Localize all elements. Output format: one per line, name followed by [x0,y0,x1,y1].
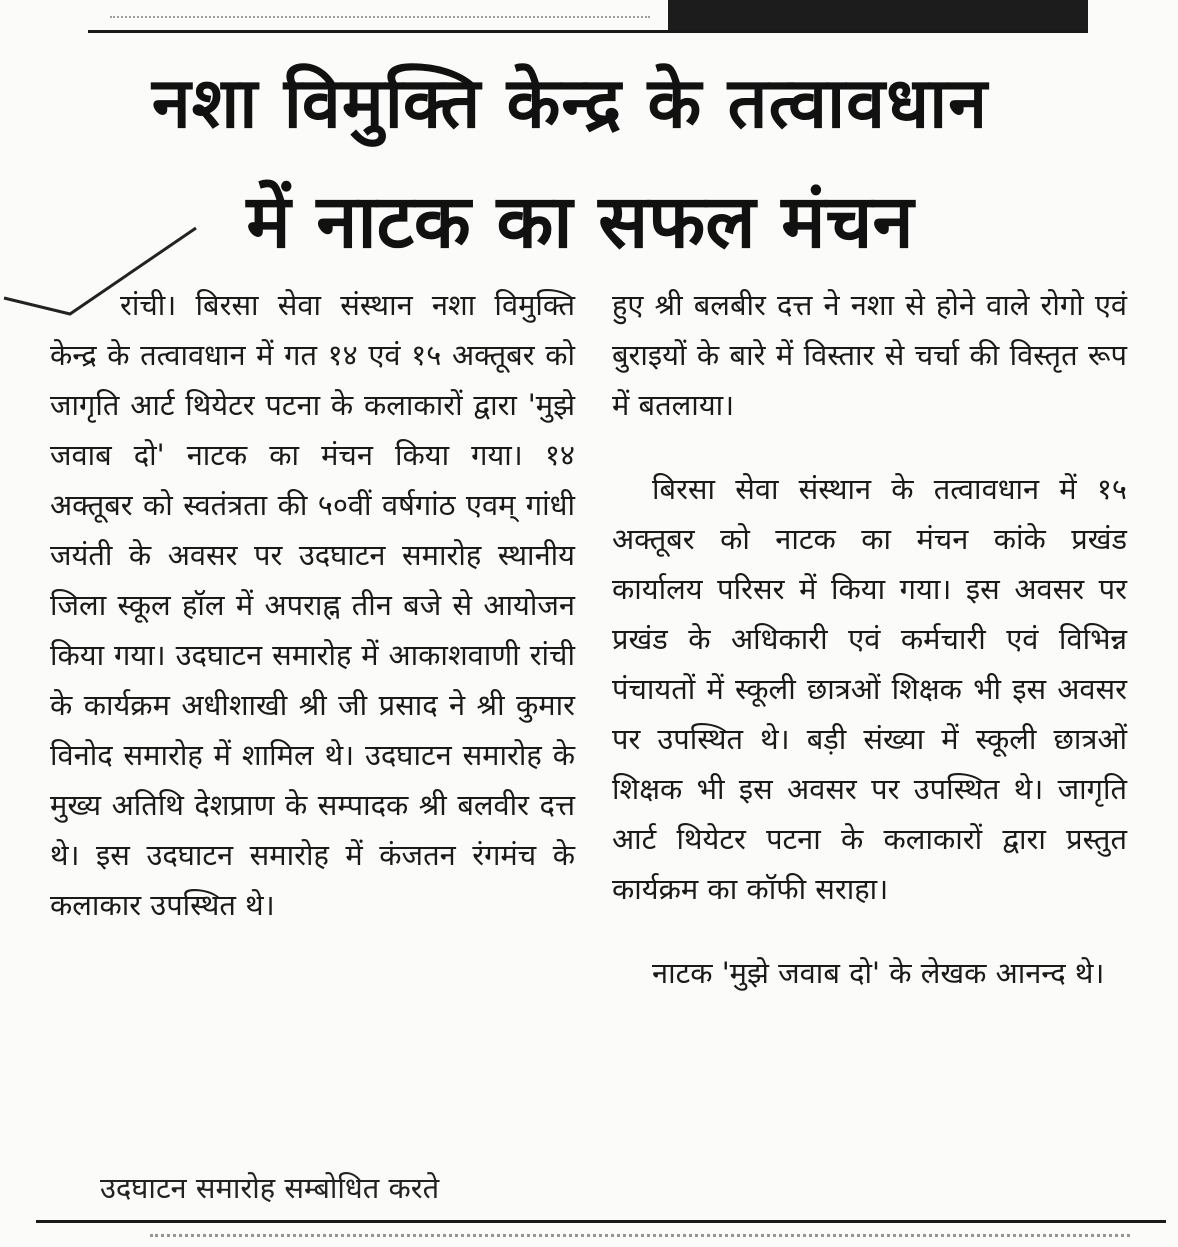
article-right-paragraph-3: नाटक 'मुझे जवाब दो' के लेखक आनन्द थे। [652,956,1105,990]
cropped-text-fragment [110,2,650,18]
top-rule [88,30,1088,33]
headline-line-2: में नाटक का सफल मंचन [246,179,914,265]
article-right-column [612,280,1127,998]
headline-line-1: नशा विमुक्ति केन्द्र के तत्वावधान [151,62,989,144]
article-right-paragraph-1: हुए श्री बलबीर दत्त ने नशा से होने वाले रोगो एवं बुराइयों के बारे में विस्तार से चर्चा की विस्तृत रूप में बतलाया। [612,288,1127,422]
cropped-dark-block [668,0,1088,30]
cropped-text-fragment-bottom [150,1234,1130,1247]
bottom-rule [36,1220,1166,1223]
article-left-column: रांची। बिरसा सेवा संस्थान नशा विमुक्ति केन्द्र के तत्वावधान में गत १४ एवं १५ अक्तूबर को जागृति आर्ट थियेटर पटना के कलाकारों द्वारा 'मुझे जवाब दो' नाटक का मंचन किया गया। १४ अक्तूबर को स्वतंत्रता की ५०वीं वर्षगांठ एवम् गांधी जयंती के अवसर पर उदघाटन समारोह स्थानीय जिला स्कूल हॉल में अपराह्न तीन बजे से आयोजन किया गया। उदघाटन समारोह में आकाशवाणी रांची के कार्यक्रम अधीशाखी श्री जी प्रसाद ने श्री कुमार विनोद समारोह में शामिल थे। उदघाटन समारोह के मुख्य अतिथि देशप्राण के सम्पादक श्री बलवीर दत्त थे। इस उदघाटन समारोह में कंजतन रंगमंच के कलाकार उपस्थित थे। [50,288,575,922]
article-right-paragraph-2: बिरसा सेवा संस्थान के तत्वावधान में १५ अक्तूबर को नाटक का मंचन कांके प्रखंड कार्यालय परिसर में किया गया। इस अवसर पर प्रखंड के अधिकारी एवं कर्मचारी एवं विभिन्न पंचायतों में स्कूली छात्रओं शिक्षक भी इस अवसर पर उपस्थित थे। बड़ी संख्या में स्कूली छात्रओं शिक्षक भी इस अवसर पर उपस्थित थे। जागृति आर्ट थियेटर पटना के कलाकारों द्वारा प्रस्तुत कार्यक्रम का कॉफी सराहा। [612,472,1127,906]
photo-caption: उदघाटन समारोह सम्बोधित करते [100,1171,440,1205]
